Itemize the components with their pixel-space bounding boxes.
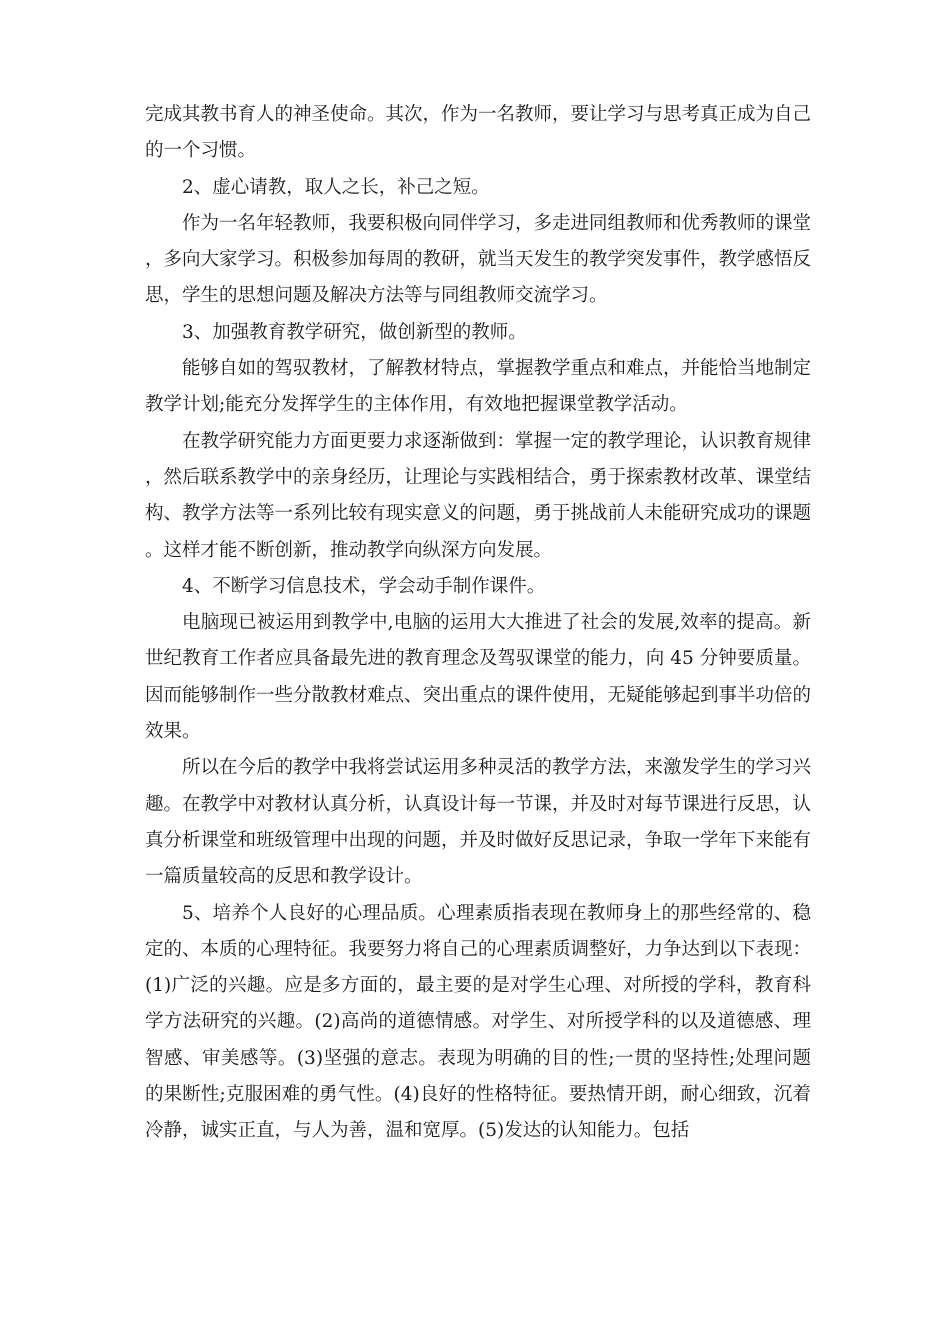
paragraph-5: 能够自如的驾驭教材，了解教材特点，掌握教学重点和难点，并能恰当地制定教学计划;能充分发挥学生的主体作用，有效地把握课堂教学活动。 xyxy=(145,358,812,416)
paragraph-7-heading: 4、不断学习信息技术，学会动手制作课件。 xyxy=(182,575,546,597)
paragraph-10: 5、培养个人良好的心理品质。心理素质指表现在教师身上的那些经常的、稳定的、本质的心理特征。我要努力将自己的心理素质调整好，力争达到以下表现：(1)广泛的兴趣。应是多方面的，最主要的是对学生心理、对所授的学科，教育科学方法研究的兴趣。(2)高尚的道德情感。对学生、对所授学科的以及道德感、理智感、审美感等。(3)坚强的意志。表现为明确的目的性;一贯的坚持性;处理问题的果断性;克服困难的勇气性。(4)良好的性格特征。要热情开朗，耐心细致，沉着冷静，诚实正直，与人为善，温和宽厚。(5)发达的认知能力。包括 xyxy=(145,902,812,1142)
paragraph-1: 完成其教书育人的神圣使命。其次，作为一名教师，要让学习与思考真正成为自己的一个习惯。 xyxy=(145,104,812,162)
paragraph-9: 所以在今后的教学中我将尝试运用多种灵活的教学方法，来激发学生的学习兴趣。在教学中对教材认真分析，认真设计每一节课，并及时对每节课进行反思，认真分析课堂和班级管理中出现的问题，并及时做好反思记录，争取一学年下来能有一篇质量较高的反思和教学设计。 xyxy=(145,757,812,888)
paragraph-4-heading: 3、加强教育教学研究，做创新型的教师。 xyxy=(182,321,527,343)
paragraph-3: 作为一名年轻教师，我要积极向同伴学习，多走进同组教师和优秀教师的课堂，多向大家学习。积极参加每周的教研，就当天发生的教学突发事件，教学感悟反思，学生的思想问题及解决方法等与同组教师交流学习。 xyxy=(145,212,812,307)
paragraph-6: 在教学研究能力方面更要力求逐渐做到：掌握一定的教学理论，认识教育规律，然后联系教学中的亲身经历，让理论与实践相结合，勇于探索教材改革、课堂结构、教学方法等一系列比较有现实意义的问题，勇于挑战前人未能研究成功的课题。这样才能不断创新，推动教学向纵深方向发展。 xyxy=(145,430,812,561)
paragraph-2-heading: 2、虚心请教，取人之长，补己之短。 xyxy=(182,176,490,198)
document-body xyxy=(145,97,811,1150)
paragraph-8: 电脑现已被运用到教学中,电脑的运用大大推进了社会的发展,效率的提高。新世纪教育工作者应具备最先进的教育理念及驾驭课堂的能力，向 45 分钟要质量。因而能够制作一些分散教材难点、突出重点的课件使用，无疑能够起到事半功倍的效果。 xyxy=(145,612,812,743)
